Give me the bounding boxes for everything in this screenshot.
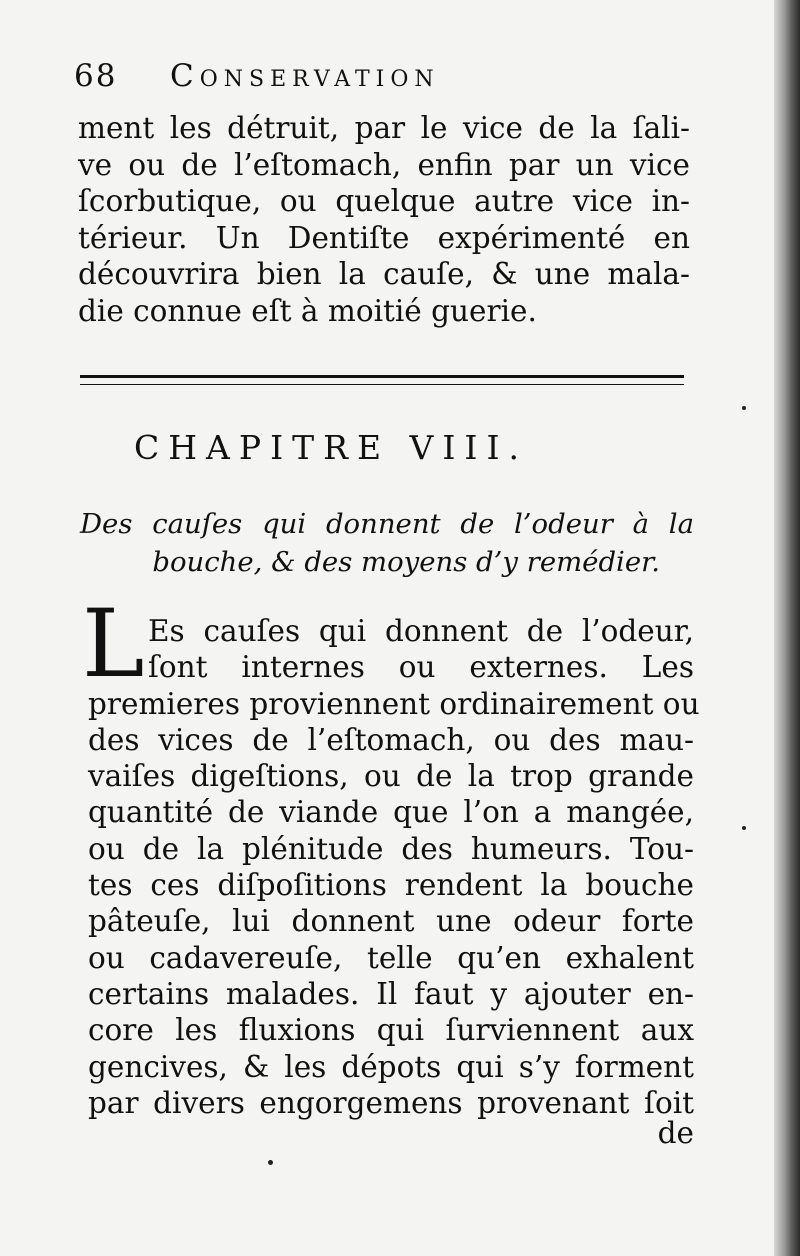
text-line: ou de la plénitude des humeurs. Tou- xyxy=(88,831,694,866)
page-edge-shadow xyxy=(774,0,800,1256)
section-divider-rule xyxy=(80,375,684,385)
text-line: par divers engorgemens provenant ſoit xyxy=(88,1085,694,1120)
text-line: des vices de l’eſtomach, ou des mau- xyxy=(88,722,694,757)
running-header xyxy=(74,58,674,94)
text-line: ou cadavereuſe, telle qu’en exhalent xyxy=(88,940,694,975)
top-paragraph xyxy=(78,110,690,330)
text-line: ment les détruit, par le vice de la ſali- xyxy=(78,111,690,145)
ink-speck xyxy=(742,406,746,410)
text-line: Es cauſes qui donnent de l’odeur, xyxy=(148,614,694,648)
drop-cap: L xyxy=(82,590,145,699)
body-paragraph xyxy=(88,613,700,1121)
text-line: quantité de viande que l’on a mangée, xyxy=(88,795,694,830)
subtitle-line: bouche, & des moyens d’y remédier. xyxy=(152,546,660,578)
text-line: ſcorbutique, ou quelque autre vice in- xyxy=(78,184,690,219)
text-line: gencives, & les dépots qui s’y forment xyxy=(88,1049,694,1084)
subtitle-line: Des cauſes qui donnent de l’odeur à la xyxy=(80,508,694,540)
running-title: Conservation xyxy=(170,58,440,94)
ink-speck xyxy=(268,1160,273,1165)
text-line: découvrira bien la cauſe, & une mala- xyxy=(78,257,690,292)
text-line: ve ou de l’eſtomach, enfin par un vice xyxy=(78,147,690,182)
chapter-heading: CHAPITRE VIII. xyxy=(134,428,528,467)
text-line: certains malades. Il faut y ajouter en- xyxy=(88,976,694,1011)
text-line: core les fluxions qui ſurviennent aux xyxy=(88,1013,694,1048)
catchword: de xyxy=(657,1116,694,1150)
page-number: 68 xyxy=(74,58,118,94)
text-line: pâteuſe, lui donnent une odeur forte xyxy=(88,904,694,939)
text-line: tes ces diſpoſitions rendent la bouche xyxy=(88,868,694,903)
text-line: ſont internes ou externes. Les xyxy=(148,650,694,685)
text-line: térieur. Un Dentiſte expérimenté en xyxy=(78,220,690,255)
text-line: premieres proviennent ordinairement ou xyxy=(88,686,700,721)
chapter-subtitle xyxy=(80,505,694,581)
ink-speck xyxy=(742,826,746,830)
text-line: die connue eſt à moitié guerie. xyxy=(78,293,537,328)
text-line: vaiſes digeſtions, ou de la trop grande xyxy=(88,759,694,794)
